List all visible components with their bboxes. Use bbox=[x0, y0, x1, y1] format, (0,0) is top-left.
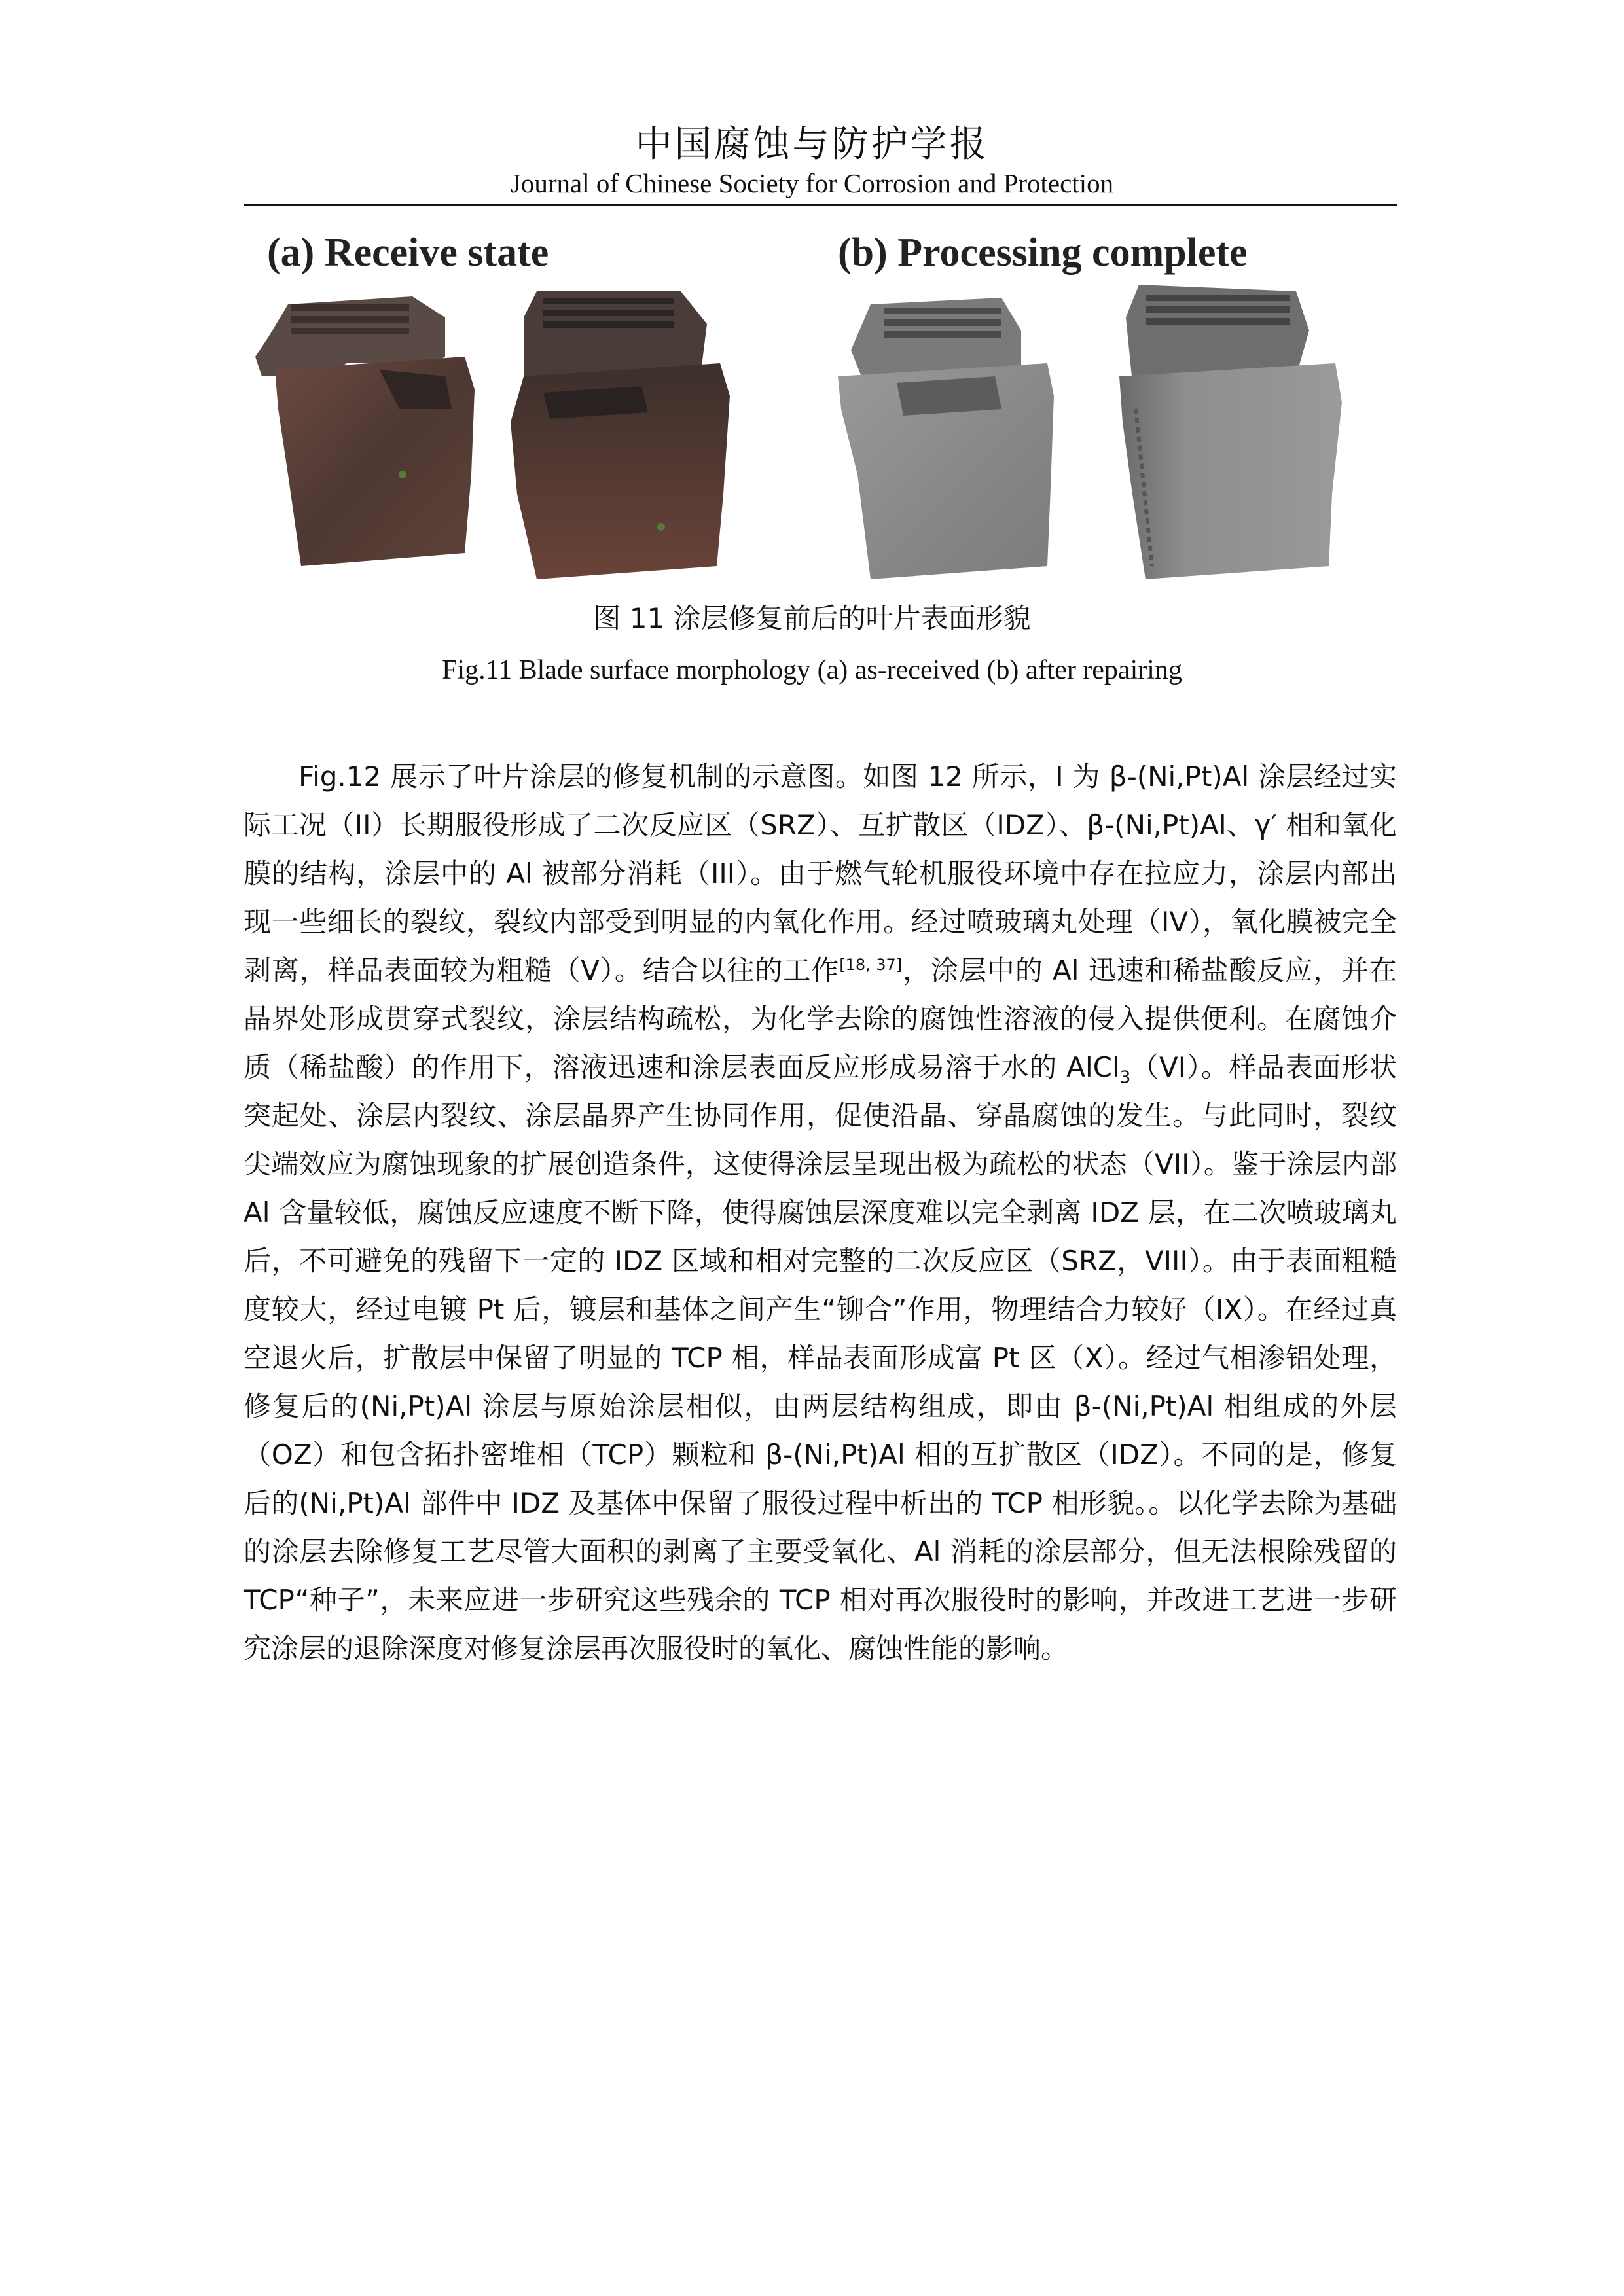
journal-title-cn: 中国腐蚀与防护学报 bbox=[635, 123, 989, 166]
panel-a-label: (a) Receive state bbox=[267, 230, 549, 275]
body-text-segment-3: （VI）。样品表面形状突起处、涂层内裂纹、涂层晶界产生协同作用，促使沿晶、穿晶腐蚀的发生。与此同时，裂纹尖端效应为腐蚀现象的扩展创造条件，这使得涂层呈现出极为疏松的状态（VII）。鉴于涂层内部 Al 含量较低，腐蚀反应速度不断下降，使得腐蚀层深度难以完全剥离 IDZ 层，在二次喷玻璃丸后，不可避免的残留下一定的 IDZ 区域和相对完整的二次反应区（SRZ，VIII）。由于表面粗糙度较大，经过电镀 Pt 后，镀层和基体之间产生“铆合”作用，物理结合力较好（IX）。在经过真空退火后，扩散层中保留了明显的 TCP 相，样品表面形成富 Pt 区（X）。经过气相渗铝处理，修复后的(Ni,Pt)Al 涂层与原始涂层相似，由两层结构组成，即由 β-(Ni,Pt)Al 相组成的外层（OZ）和包含拓扑密堆相（TCP）颗粒和 β-(Ni,Pt)Al 相的互扩散区（IDZ）。不同的是，修复后的(Ni,Pt)Al 部件中 IDZ 及基体中保留了服役过程中析出的 TCP 相形貌。。以化学去除为基础的涂层去除修复工艺尽管大面积的剥离了主要受氧化、Al 消耗的涂层部分，但无法根除残留的 TCP“种子”，未来应进一步研究这些残余的 TCP 相对再次服役时的影响，并改进工艺进一步研究涂层的退除深度对修复涂层再次服役时的氧化、腐蚀性能的影响。 bbox=[244, 1051, 1397, 1664]
panel-b-label: (b) Processing complete bbox=[838, 230, 1248, 275]
panel-a-photo bbox=[249, 278, 766, 586]
body-text-segment-2: ，涂层中的 Al 迅速和稀盐酸反应，并在晶界处形成贯穿式裂纹，涂层结构疏松，为化学去除的腐蚀性溶液的侵入提供便利。在腐蚀介质（稀盐酸）的作用下，溶液迅速和涂层表面反应形成易溶于水的 AlCl bbox=[244, 954, 1398, 1083]
body-paragraph bbox=[244, 753, 1397, 1673]
body-text bbox=[244, 753, 1397, 1673]
repaired-blade-left bbox=[838, 298, 1054, 579]
header-rule bbox=[244, 204, 1397, 206]
journal-title-en: Journal of Chinese Society for Corrosion and Protection bbox=[510, 168, 1114, 198]
body-text-segment-1: Fig.12 展示了叶片涂层的修复机制的示意图。如图 12 所示，I 为 β-(Ni,Pt)Al 涂层经过实际工况（II）长期服役形成了二次反应区（SRZ）、互扩散区（IDZ）、β-(Ni,Pt)Al、γ′ 相和氧化膜的结构，涂层中的 Al 被部分消耗（III）。由于燃气轮机服役环境中存在拉应力，涂层内部出现一些细长的裂纹，裂纹内部受到明显的内氧化作用。经过喷玻璃丸处理（IV），氧化膜被完全剥离，样品表面较为粗糙（V）。结合以往的工作 bbox=[244, 761, 1397, 986]
received-blade-left bbox=[255, 296, 475, 566]
repaired-blade-right bbox=[1119, 285, 1342, 579]
panel-b-photo bbox=[825, 278, 1368, 586]
subscript-3: 3 bbox=[1119, 1067, 1131, 1088]
citation-reference: [18, 37] bbox=[839, 956, 903, 974]
received-blade-right bbox=[511, 291, 730, 579]
figure-caption-en: Fig.11 Blade surface morphology (a) as-received (b) after repairing bbox=[442, 655, 1182, 685]
figure-caption-cn: 图 11 涂层修复前后的叶片表面形貌 bbox=[593, 602, 1031, 634]
figure-11 bbox=[249, 226, 1375, 592]
